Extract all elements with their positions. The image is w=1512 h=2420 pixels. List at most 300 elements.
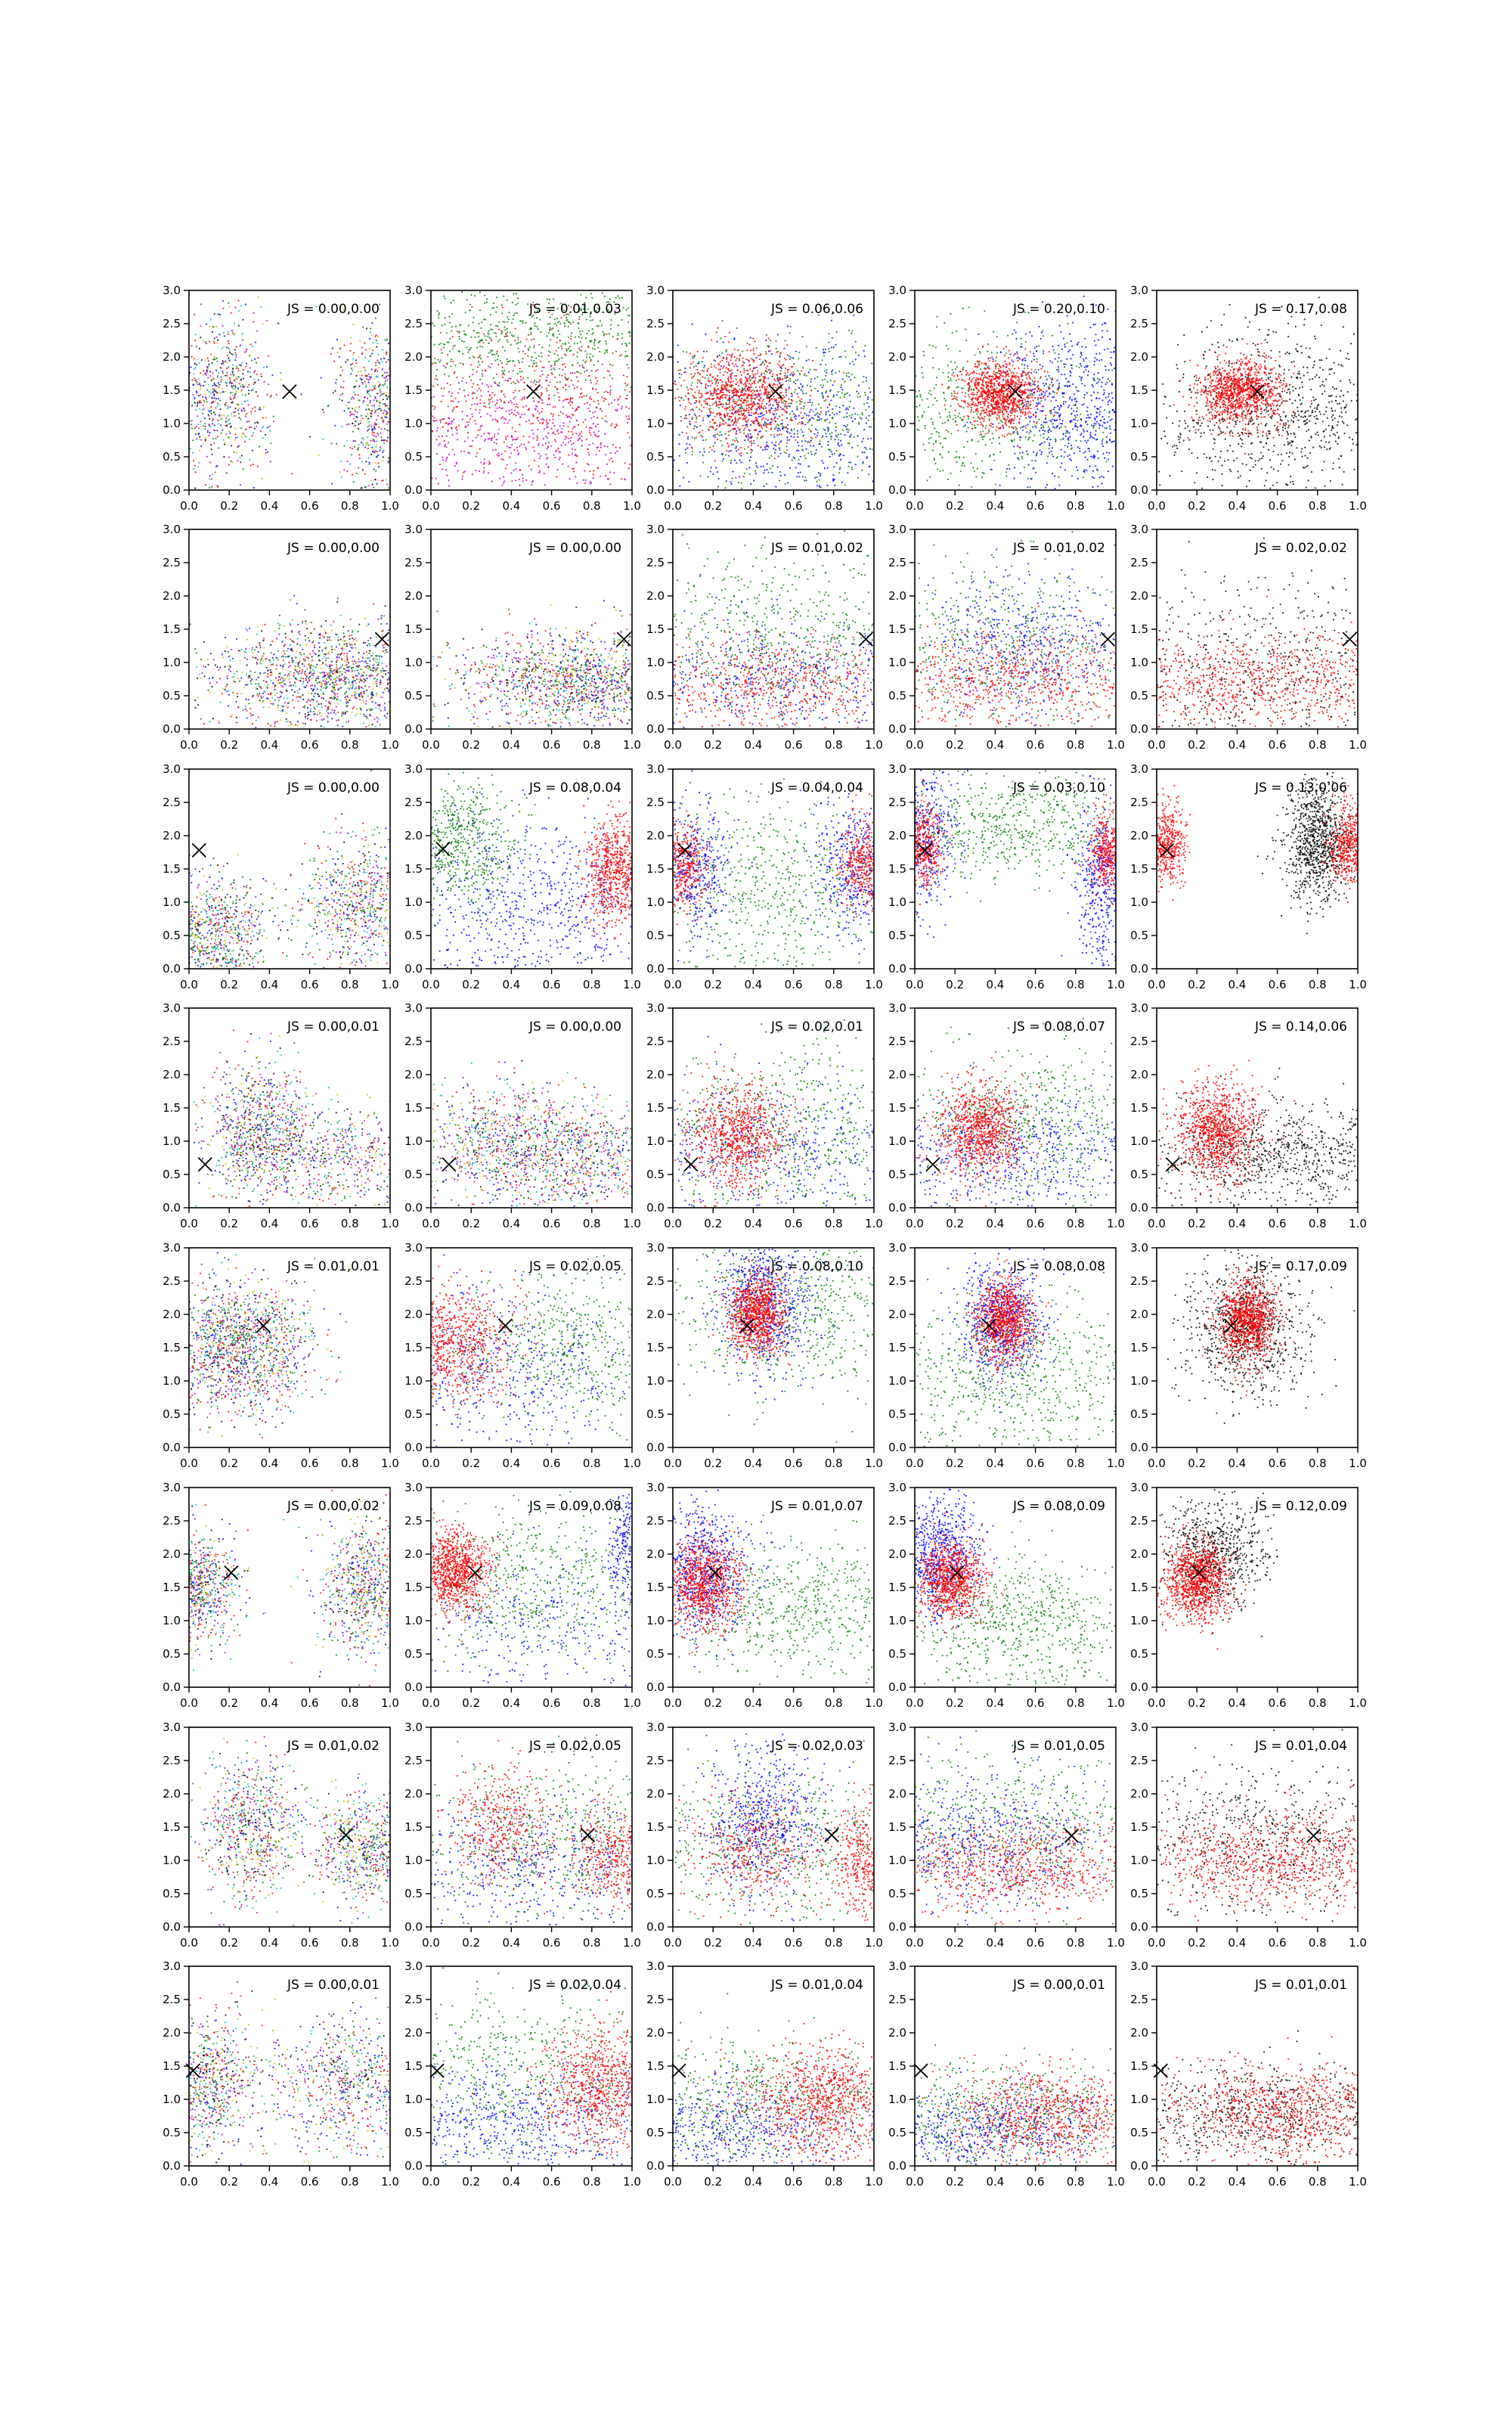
scatter-point bbox=[746, 398, 748, 399]
scatter-point bbox=[199, 348, 200, 349]
scatter-point bbox=[211, 413, 212, 414]
scatter-point bbox=[681, 432, 683, 433]
scatter-point bbox=[388, 462, 389, 464]
scatter-point bbox=[238, 405, 240, 406]
scatter-point bbox=[776, 435, 778, 436]
scatter-point bbox=[593, 342, 595, 343]
scatter-point bbox=[796, 476, 798, 477]
scatter-point bbox=[804, 413, 806, 414]
scatter-point bbox=[1008, 464, 1009, 466]
scatter-point bbox=[531, 359, 532, 361]
scatter-point bbox=[756, 367, 758, 368]
scatter-point bbox=[728, 418, 730, 420]
scatter-point bbox=[235, 354, 237, 355]
scatter-point bbox=[751, 400, 752, 402]
scatter-point bbox=[810, 395, 811, 396]
scatter-point bbox=[753, 381, 754, 383]
scatter-point bbox=[929, 476, 931, 478]
scatter-point bbox=[584, 396, 585, 397]
scatter-point bbox=[699, 390, 700, 392]
scatter-point bbox=[734, 401, 736, 402]
scatter-point bbox=[195, 433, 197, 435]
scatter-point bbox=[716, 331, 717, 333]
scatter-point bbox=[374, 462, 376, 464]
scatter-point bbox=[696, 406, 698, 408]
scatter-point bbox=[228, 334, 229, 335]
scatter-point bbox=[532, 446, 534, 448]
scatter-point bbox=[826, 372, 827, 374]
scatter-point bbox=[767, 445, 768, 447]
scatter-point bbox=[779, 416, 780, 417]
scatter-point bbox=[495, 333, 497, 334]
scatter-point bbox=[592, 348, 593, 349]
scatter-point bbox=[624, 355, 626, 357]
scatter-point bbox=[588, 330, 590, 332]
scatter-point bbox=[381, 417, 383, 418]
scatter-point bbox=[711, 383, 713, 384]
scatter-point bbox=[211, 362, 212, 364]
scatter-point bbox=[765, 408, 767, 409]
scatter-point bbox=[426, 404, 428, 405]
scatter-point bbox=[702, 455, 704, 456]
scatter-point bbox=[255, 407, 256, 408]
scatter-point bbox=[1027, 478, 1029, 479]
scatter-point bbox=[776, 426, 777, 427]
scatter-point bbox=[494, 354, 495, 355]
scatter-point bbox=[788, 380, 789, 381]
scatter-point bbox=[355, 425, 356, 427]
scatter-point bbox=[917, 416, 919, 417]
scatter-point bbox=[216, 465, 218, 467]
scatter-point bbox=[736, 411, 738, 413]
scatter-point bbox=[197, 381, 198, 383]
scatter-point bbox=[587, 408, 589, 409]
scatter-point bbox=[849, 406, 850, 408]
scatter-point bbox=[990, 439, 991, 440]
scatter-point bbox=[685, 452, 686, 454]
scatter-point bbox=[839, 407, 841, 408]
scatter-point bbox=[454, 454, 455, 455]
scatter-point bbox=[785, 445, 787, 447]
scatter-point bbox=[222, 430, 223, 431]
scatter-point bbox=[210, 426, 212, 427]
scatter-point bbox=[703, 366, 705, 368]
scatter-point bbox=[609, 364, 611, 365]
scatter-point bbox=[453, 407, 454, 408]
scatter-point bbox=[228, 436, 229, 438]
scatter-point bbox=[362, 469, 364, 470]
scatter-point bbox=[959, 350, 961, 352]
scatter-point bbox=[625, 398, 627, 399]
scatter-point bbox=[546, 454, 547, 455]
scatter-point bbox=[502, 307, 503, 309]
scatter-point bbox=[1012, 333, 1013, 334]
y-tick-label: 1.5 bbox=[404, 383, 423, 397]
scatter-point bbox=[951, 395, 953, 396]
scatter-point bbox=[723, 458, 724, 460]
scatter-point bbox=[765, 418, 767, 420]
scatter-point bbox=[461, 478, 463, 479]
y-tick-label: 2.5 bbox=[163, 317, 181, 330]
scatter-point bbox=[213, 395, 215, 396]
scatter-point bbox=[571, 332, 572, 334]
scatter-point bbox=[687, 438, 689, 439]
scatter-point bbox=[845, 408, 847, 410]
scatter-point bbox=[388, 457, 389, 458]
scatter-point bbox=[722, 420, 723, 421]
scatter-point bbox=[357, 448, 358, 450]
scatter-point bbox=[445, 460, 446, 461]
scatter-point bbox=[376, 371, 378, 372]
scatter-point bbox=[367, 418, 368, 420]
scatter-point bbox=[603, 334, 605, 336]
scatter-point bbox=[266, 394, 268, 396]
scatter-point bbox=[233, 398, 234, 399]
scatter-point bbox=[215, 358, 217, 359]
scatter-point bbox=[186, 458, 187, 460]
scatter-point bbox=[835, 430, 836, 431]
scatter-point bbox=[204, 381, 206, 383]
scatter-point bbox=[393, 460, 395, 461]
scatter-point bbox=[579, 433, 581, 435]
scatter-point bbox=[477, 403, 479, 405]
scatter-point bbox=[766, 410, 767, 411]
scatter-point bbox=[349, 414, 351, 416]
scatter-point bbox=[196, 426, 197, 427]
scatter-point bbox=[478, 332, 479, 334]
scatter-point bbox=[247, 371, 249, 372]
scatter-point bbox=[785, 452, 787, 454]
scatter-point bbox=[832, 408, 833, 410]
scatter-point bbox=[549, 345, 550, 346]
scatter-point bbox=[530, 381, 531, 383]
scatter-point bbox=[959, 417, 961, 419]
scatter-point bbox=[373, 378, 375, 380]
scatter-point bbox=[472, 355, 474, 357]
scatter-point bbox=[545, 442, 547, 444]
scatter-point bbox=[919, 390, 920, 392]
scatter-point bbox=[779, 382, 781, 383]
scatter-point bbox=[836, 394, 838, 396]
scatter-point bbox=[714, 388, 715, 389]
scatter-point bbox=[534, 383, 536, 385]
scatter-point bbox=[742, 350, 743, 352]
scatter-point bbox=[1049, 377, 1051, 379]
scatter-point bbox=[365, 385, 367, 386]
scatter-point bbox=[481, 321, 482, 323]
scatter-point bbox=[184, 416, 186, 417]
scatter-point bbox=[686, 386, 688, 388]
scatter-point bbox=[595, 371, 596, 372]
scatter-point bbox=[217, 340, 218, 341]
scatter-point bbox=[712, 412, 714, 414]
scatter-point bbox=[348, 408, 349, 410]
scatter-point bbox=[705, 439, 707, 441]
scatter-point bbox=[725, 386, 727, 388]
scatter-point bbox=[386, 395, 387, 396]
scatter-point bbox=[751, 449, 752, 451]
scatter-point bbox=[612, 423, 613, 424]
scatter-point bbox=[215, 400, 216, 402]
scatter-point bbox=[744, 415, 745, 417]
scatter-point bbox=[464, 396, 466, 397]
scatter-point bbox=[624, 383, 626, 384]
scatter-point bbox=[536, 439, 538, 441]
scatter-point bbox=[602, 417, 603, 419]
scatter-point bbox=[714, 365, 715, 367]
scatter-point bbox=[265, 434, 266, 436]
scatter-point bbox=[727, 414, 728, 416]
scatter-point bbox=[203, 408, 204, 410]
scatter-point bbox=[767, 394, 769, 396]
scatter-point bbox=[719, 399, 720, 400]
scatter-point bbox=[824, 419, 826, 420]
scatter-point bbox=[867, 396, 869, 398]
scatter-point bbox=[578, 424, 579, 426]
scatter-point bbox=[761, 424, 762, 426]
scatter-point bbox=[388, 408, 389, 409]
scatter-point bbox=[212, 372, 213, 374]
scatter-point bbox=[568, 348, 569, 349]
scatter-point bbox=[720, 422, 721, 424]
scatter-point bbox=[568, 466, 569, 467]
scatter-point bbox=[843, 417, 844, 418]
scatter-point bbox=[380, 410, 382, 411]
scatter-point bbox=[491, 480, 493, 482]
scatter-point bbox=[841, 444, 842, 445]
scatter-point bbox=[460, 362, 461, 364]
scatter-point bbox=[245, 429, 246, 430]
scatter-point bbox=[557, 448, 559, 449]
scatter-point bbox=[590, 470, 591, 472]
scatter-point bbox=[793, 381, 795, 383]
scatter-point bbox=[771, 376, 773, 377]
scatter-point bbox=[833, 346, 835, 348]
scatter-point bbox=[496, 374, 497, 375]
scatter-point bbox=[810, 430, 811, 432]
scatter-point bbox=[621, 354, 622, 355]
scatter-point bbox=[760, 379, 761, 380]
scatter-point bbox=[802, 431, 804, 433]
x-tick-label: 0.0 bbox=[664, 499, 682, 513]
scatter-point bbox=[214, 356, 215, 358]
scatter-point bbox=[745, 381, 747, 383]
scatter-point bbox=[585, 337, 587, 339]
scatter-point bbox=[773, 399, 775, 400]
scatter-point bbox=[802, 423, 804, 424]
scatter-point bbox=[503, 459, 504, 461]
scatter-point bbox=[516, 414, 517, 416]
scatter-point bbox=[225, 361, 226, 362]
scatter-point bbox=[850, 379, 851, 380]
scatter-point bbox=[764, 405, 765, 407]
scatter-point bbox=[198, 378, 200, 380]
scatter-point bbox=[772, 374, 773, 375]
scatter-point bbox=[531, 484, 532, 486]
scatter-point bbox=[591, 370, 593, 371]
scatter-point bbox=[1025, 436, 1027, 438]
scatter-point bbox=[365, 409, 367, 411]
scatter-point bbox=[768, 472, 770, 473]
scatter-point bbox=[549, 299, 550, 300]
scatter-point bbox=[194, 377, 195, 379]
scatter-point bbox=[203, 400, 205, 402]
scatter-point bbox=[524, 389, 525, 390]
scatter-point bbox=[876, 437, 878, 439]
scatter-point bbox=[539, 412, 541, 414]
scatter-point bbox=[935, 346, 937, 348]
scatter-point bbox=[743, 430, 745, 431]
scatter-point bbox=[457, 430, 458, 431]
scatter-point bbox=[706, 371, 708, 372]
scatter-point bbox=[381, 439, 383, 441]
scatter-point bbox=[825, 392, 826, 393]
scatter-point bbox=[775, 408, 776, 409]
scatter-point bbox=[256, 374, 258, 375]
scatter-point bbox=[689, 353, 691, 355]
scatter-point bbox=[590, 396, 591, 398]
scatter-point bbox=[346, 424, 348, 425]
scatter-point bbox=[531, 430, 533, 431]
scatter-point bbox=[364, 342, 366, 343]
scatter-point bbox=[225, 404, 226, 405]
scatter-point bbox=[720, 337, 721, 339]
scatter-point bbox=[733, 429, 734, 430]
scatter-point bbox=[231, 395, 233, 396]
x-tick-label: 0.0 bbox=[422, 499, 440, 513]
scatter-point bbox=[247, 386, 249, 388]
scatter-point bbox=[471, 306, 472, 308]
scatter-point bbox=[956, 380, 957, 381]
scatter-point bbox=[503, 370, 505, 371]
x-marker bbox=[769, 385, 782, 399]
scatter-point bbox=[702, 436, 703, 438]
scatter-point bbox=[702, 439, 704, 441]
scatter-point bbox=[370, 327, 371, 329]
scatter-point bbox=[234, 439, 235, 441]
scatter-point bbox=[539, 470, 541, 472]
scatter-point bbox=[199, 436, 200, 438]
scatter-point bbox=[388, 488, 389, 489]
scatter-point bbox=[956, 456, 957, 458]
scatter-point bbox=[205, 440, 206, 442]
scatter-point bbox=[590, 380, 591, 381]
scatter-point bbox=[524, 414, 525, 415]
scatter-point bbox=[248, 384, 249, 386]
scatter-point bbox=[689, 402, 690, 403]
scatter-point bbox=[517, 437, 519, 439]
scatter-point bbox=[761, 406, 762, 408]
scatter-point bbox=[383, 374, 384, 375]
scatter-point bbox=[745, 435, 747, 436]
scatter-point bbox=[386, 484, 388, 486]
scatter-point bbox=[522, 477, 524, 479]
scatter-point bbox=[450, 338, 451, 340]
scatter-point bbox=[200, 303, 202, 305]
scatter-point bbox=[222, 300, 224, 302]
scatter-point bbox=[761, 412, 763, 414]
scatter-point bbox=[569, 401, 571, 402]
scatter-point bbox=[479, 346, 481, 347]
scatter-point bbox=[785, 380, 787, 382]
scatter-point bbox=[972, 417, 974, 418]
scatter-point bbox=[838, 442, 839, 444]
scatter-point bbox=[956, 366, 958, 368]
scatter-point bbox=[694, 413, 696, 414]
scatter-point bbox=[548, 442, 550, 443]
scatter-point bbox=[371, 433, 373, 435]
scatter-point bbox=[502, 321, 503, 322]
scatter-point bbox=[554, 457, 556, 458]
scatter-point bbox=[553, 335, 554, 337]
scatter-point bbox=[383, 456, 384, 458]
scatter-point bbox=[813, 433, 815, 435]
scatter-point bbox=[589, 398, 590, 399]
scatter-point bbox=[525, 322, 526, 324]
scatter-point bbox=[492, 401, 494, 402]
scatter-point bbox=[1097, 378, 1098, 380]
scatter-point bbox=[215, 438, 216, 439]
scatter-point bbox=[466, 382, 467, 383]
scatter-point bbox=[829, 351, 830, 352]
scatter-point bbox=[468, 324, 469, 326]
scatter-point bbox=[726, 351, 727, 352]
scatter-point bbox=[487, 413, 488, 414]
scatter-point bbox=[855, 352, 857, 353]
scatter-point bbox=[537, 437, 538, 439]
scatter-point bbox=[749, 380, 751, 381]
scatter-point bbox=[553, 334, 554, 335]
scatter-point bbox=[1021, 364, 1023, 365]
scatter-point bbox=[742, 402, 743, 404]
scatter-point bbox=[715, 381, 717, 383]
scatter-point bbox=[240, 461, 241, 463]
scatter-point bbox=[559, 451, 561, 453]
scatter-point bbox=[849, 442, 850, 444]
scatter-point bbox=[238, 325, 240, 327]
scatter-point bbox=[258, 380, 259, 381]
scatter-point bbox=[360, 423, 361, 424]
scatter-point bbox=[719, 355, 720, 356]
scatter-point bbox=[547, 446, 549, 448]
scatter-point bbox=[704, 451, 705, 452]
scatter-point bbox=[753, 348, 754, 349]
scatter-point bbox=[589, 357, 590, 358]
scatter-point bbox=[548, 332, 550, 334]
scatter-point bbox=[370, 440, 371, 442]
scatter-point bbox=[581, 350, 582, 352]
scatter-point bbox=[606, 334, 607, 335]
scatter-point bbox=[703, 417, 705, 419]
scatter-point bbox=[522, 321, 524, 322]
scatter-point bbox=[770, 370, 772, 371]
scatter-point bbox=[974, 470, 975, 472]
scatter-point bbox=[804, 405, 805, 407]
y-tick-label: 1.5 bbox=[646, 383, 665, 397]
scatter-point bbox=[769, 410, 770, 411]
scatter-point bbox=[724, 433, 726, 435]
scatter-point bbox=[538, 420, 539, 421]
scatter-point bbox=[627, 315, 629, 316]
scatter-point bbox=[755, 357, 757, 358]
scatter-point bbox=[729, 392, 730, 393]
scatter-point bbox=[974, 424, 975, 426]
scatter-point bbox=[472, 440, 473, 442]
scatter-point bbox=[368, 361, 370, 362]
scatter-point bbox=[600, 320, 601, 321]
scatter-point bbox=[370, 400, 371, 402]
scatter-point bbox=[922, 416, 923, 417]
